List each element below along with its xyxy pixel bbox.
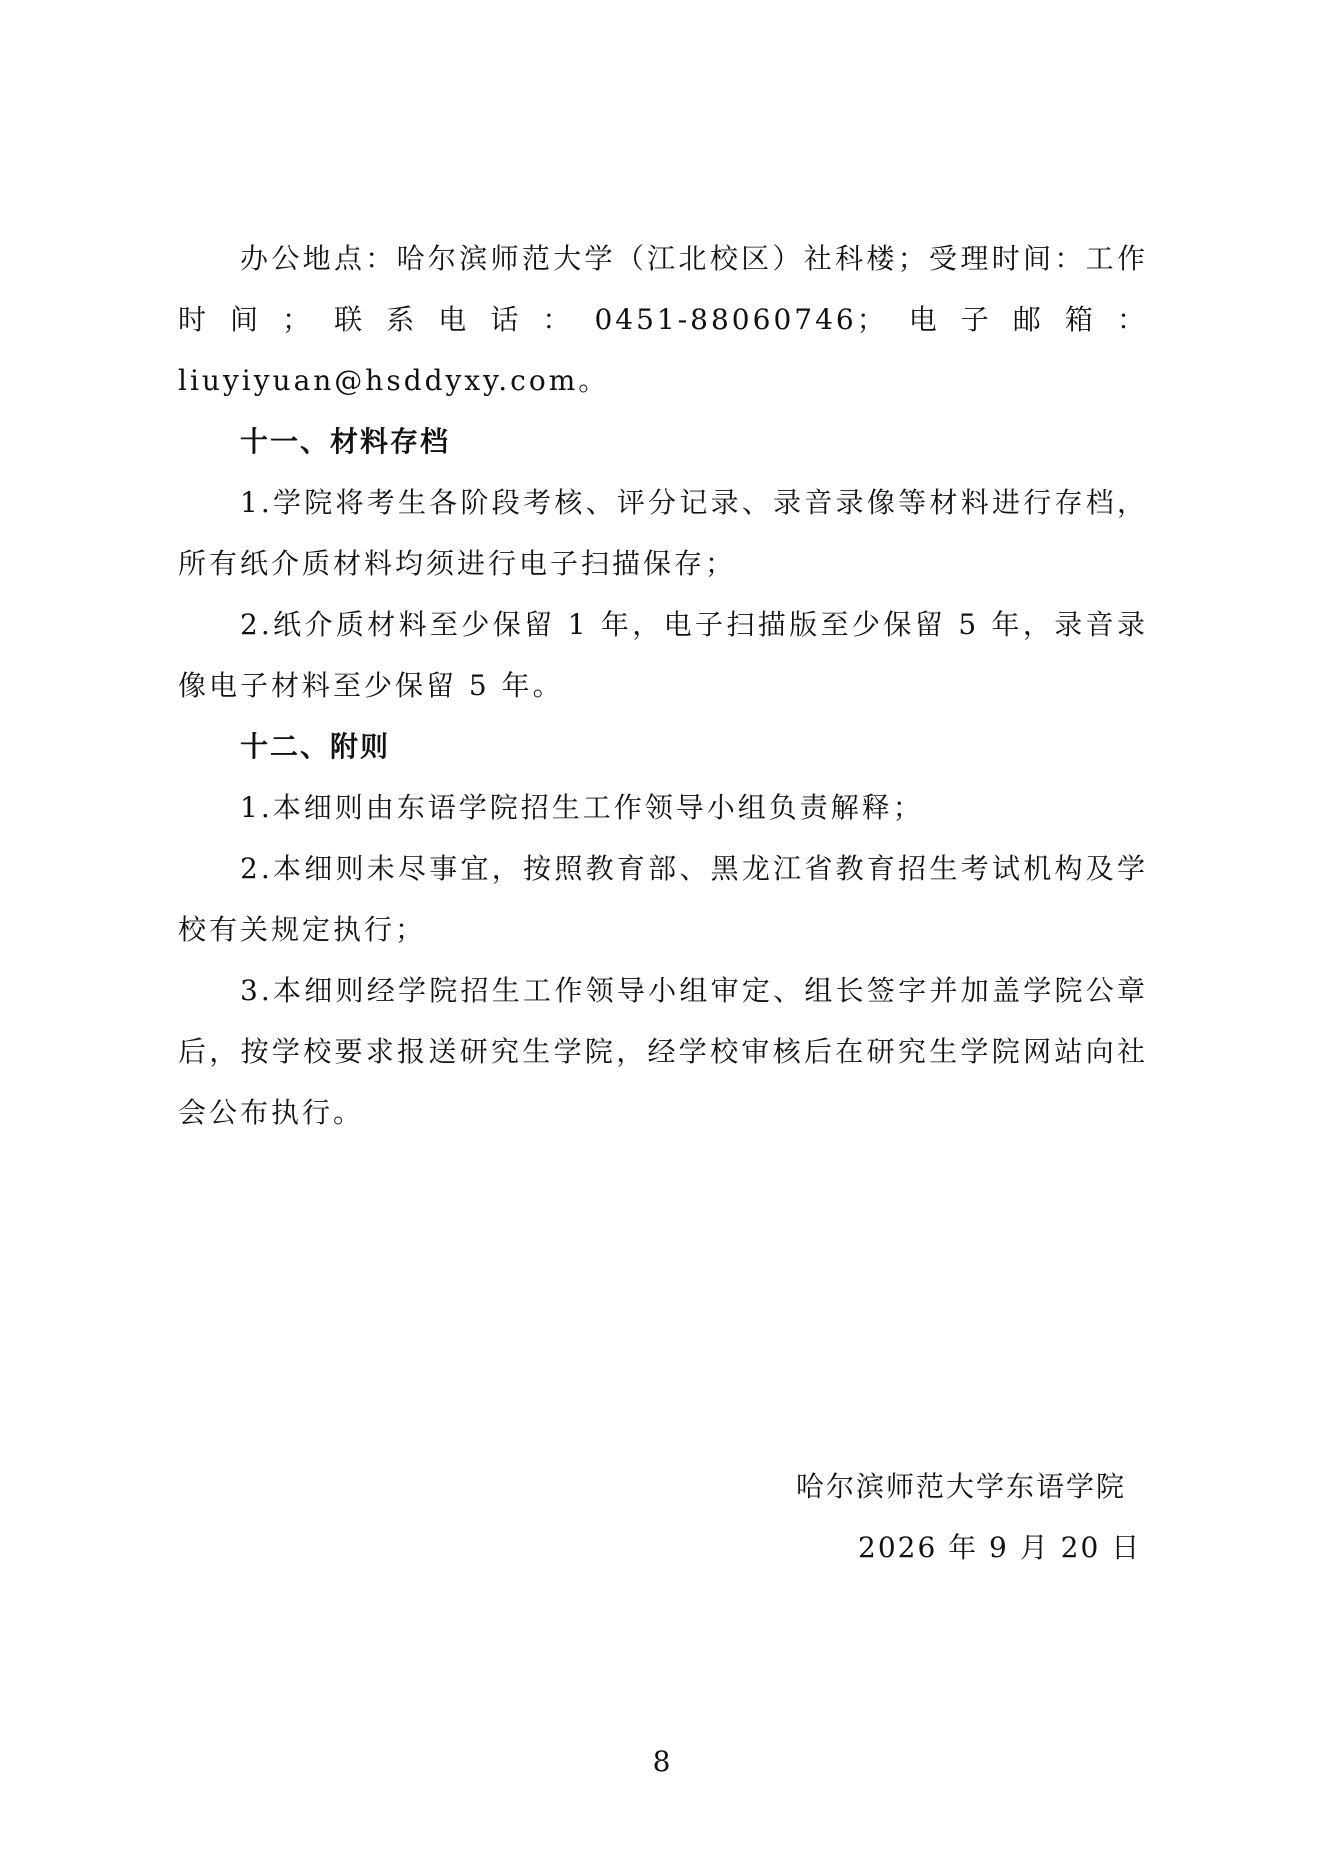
contact-info-paragraph: 办公地点：哈尔滨师范大学（江北校区）社科楼；受理时间：工作时间；联系电话：0451-88060746；电子邮箱：liuyiyuan@hsddyxy.com。	[178, 242, 1148, 397]
signature-organization: 哈尔滨师范大学东语学院	[796, 1470, 1127, 1503]
supplementary-item-3: 3.本细则经学院招生工作领导小组审定、组长签字并加盖学院公章后，按学校要求报送研究生学院，经学校审核后在研究生学院网站向社会公布执行。	[178, 974, 1148, 1129]
section-heading-supplementary: 十二、附则	[240, 730, 391, 763]
supplementary-item-2: 2.本细则未尽事宜，按照教育部、黑龙江省教育招生考试机构及学校有关规定执行；	[178, 852, 1148, 946]
archive-item-2: 2.纸介质材料至少保留 1 年，电子扫描版至少保留 5 年，录音录像电子材料至少保留 5 年。	[178, 608, 1148, 702]
supplementary-item-1: 1.本细则由东语学院招生工作领导小组负责解释；	[240, 791, 924, 824]
signature-date: 2026 年 9 月 20 日	[858, 1531, 1142, 1564]
archive-item-1: 1.学院将考生各阶段考核、评分记录、录音录像等材料进行存档，所有纸介质材料均须进行电子扫描保存；	[178, 486, 1148, 580]
section-heading-archive: 十一、材料存档	[240, 425, 451, 458]
page-number: 8	[652, 1745, 671, 1778]
document-body	[178, 228, 1148, 1143]
